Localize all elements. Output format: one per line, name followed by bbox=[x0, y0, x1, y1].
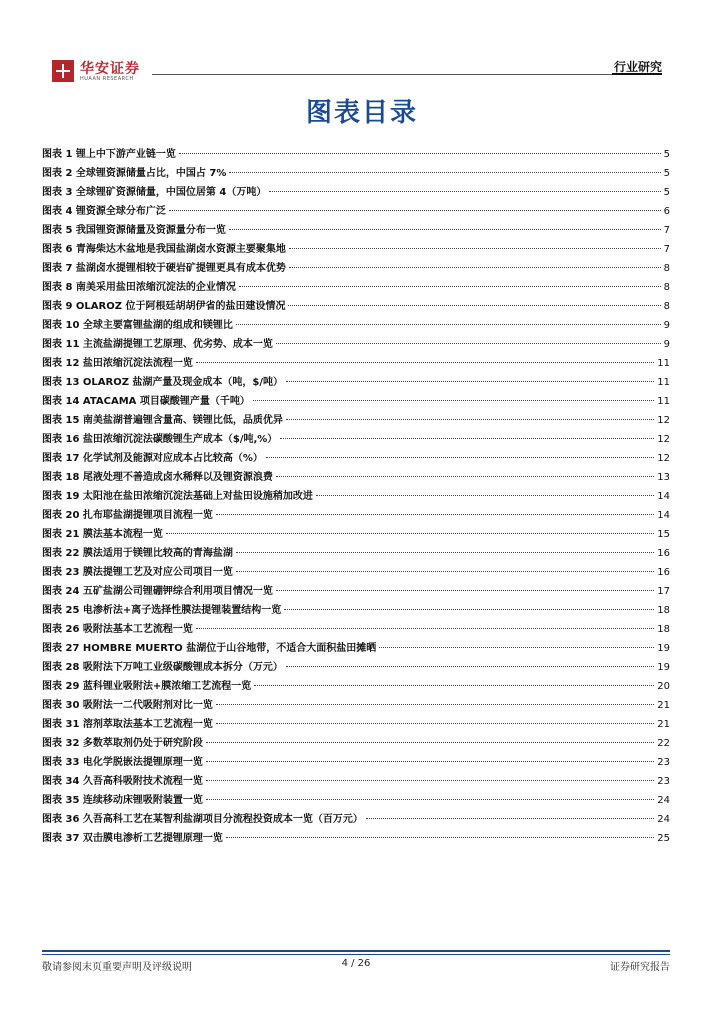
toc-entry-page: 11 bbox=[657, 377, 670, 388]
toc-leader-dots bbox=[236, 324, 661, 325]
toc-entry[interactable] bbox=[42, 449, 670, 468]
toc-entry-page: 8 bbox=[663, 282, 670, 293]
toc-entry[interactable] bbox=[42, 487, 670, 506]
toc-entry-page: 24 bbox=[657, 814, 670, 825]
toc-entry[interactable] bbox=[42, 696, 670, 715]
toc-leader-dots bbox=[166, 533, 654, 534]
toc-leader-dots bbox=[253, 400, 654, 401]
toc-entry-page: 5 bbox=[663, 168, 670, 179]
toc-entry-label: 图表 26 吸附法基本工艺流程一览 bbox=[42, 624, 193, 635]
toc-entry-label: 图表 13 OLAROZ 盐湖产量及现金成本（吨，$/吨） bbox=[42, 377, 284, 388]
toc-entry[interactable] bbox=[42, 715, 670, 734]
toc-entry-page: 13 bbox=[657, 472, 670, 483]
toc-entry-label: 图表 6 青海柴达木盆地是我国盐湖卤水资源主要聚集地 bbox=[42, 244, 286, 255]
table-of-figures bbox=[42, 145, 670, 848]
footer-disclaimer: 敬请参阅末页重要声明及评级说明 bbox=[42, 962, 192, 973]
toc-leader-dots bbox=[216, 704, 654, 705]
toc-entry-label: 图表 22 膜法适用于镁锂比较高的青海盐湖 bbox=[42, 548, 233, 559]
toc-entry[interactable] bbox=[42, 202, 670, 221]
toc-entry[interactable] bbox=[42, 525, 670, 544]
toc-entry-page: 14 bbox=[657, 510, 670, 521]
toc-leader-dots bbox=[196, 362, 654, 363]
toc-leader-dots bbox=[289, 248, 661, 249]
footer-divider bbox=[42, 950, 670, 952]
toc-entry-page: 11 bbox=[657, 396, 670, 407]
toc-entry-page: 16 bbox=[657, 548, 670, 559]
report-section-label: 行业研究 bbox=[613, 60, 662, 74]
toc-entry-page: 23 bbox=[657, 776, 670, 787]
logo-text: 华安证券 bbox=[80, 61, 140, 77]
toc-leader-dots bbox=[286, 666, 654, 667]
toc-entry-label: 图表 5 我国锂资源储量及资源量分布一览 bbox=[42, 225, 226, 236]
toc-entry-page: 11 bbox=[657, 358, 670, 369]
toc-entry-label: 图表 30 吸附法一二代吸附剂对比一览 bbox=[42, 700, 213, 711]
toc-entry[interactable] bbox=[42, 734, 670, 753]
toc-entry[interactable] bbox=[42, 354, 670, 373]
toc-entry-label: 图表 16 盐田浓缩沉淀法碳酸锂生产成本（$/吨,%） bbox=[42, 434, 278, 445]
toc-entry[interactable] bbox=[42, 183, 670, 202]
toc-entry-label: 图表 18 尾液处理不善造成卤水稀释以及锂资源浪费 bbox=[42, 472, 273, 483]
toc-leader-dots bbox=[169, 210, 661, 211]
toc-leader-dots bbox=[226, 837, 654, 838]
toc-entry-label: 图表 11 主流盐湖提锂工艺原理、优劣势、成本一览 bbox=[42, 339, 273, 350]
toc-entry[interactable] bbox=[42, 620, 670, 639]
footer-divider-thin bbox=[42, 954, 670, 955]
toc-entry-page: 17 bbox=[657, 586, 670, 597]
toc-entry[interactable] bbox=[42, 601, 670, 620]
toc-entry-label: 图表 20 扎布耶盐湖提锂项目流程一览 bbox=[42, 510, 213, 521]
toc-entry[interactable] bbox=[42, 145, 670, 164]
toc-entry-page: 24 bbox=[657, 795, 670, 806]
page-title: 图表目录 bbox=[305, 98, 418, 128]
toc-entry-label: 图表 35 连续移动床锂吸附装置一览 bbox=[42, 795, 203, 806]
toc-entry-page: 18 bbox=[657, 605, 670, 616]
toc-leader-dots bbox=[276, 590, 654, 591]
toc-entry-label: 图表 17 化学试剂及能源对应成本占比较高（%） bbox=[42, 453, 263, 464]
toc-entry-page: 12 bbox=[657, 453, 670, 464]
toc-entry-label: 图表 14 ATACAMA 项目碳酸锂产量（千吨） bbox=[42, 396, 250, 407]
toc-entry[interactable] bbox=[42, 392, 670, 411]
toc-entry-page: 23 bbox=[657, 757, 670, 768]
toc-leader-dots bbox=[216, 514, 654, 515]
toc-leader-dots bbox=[276, 343, 661, 344]
toc-entry-page: 7 bbox=[663, 244, 670, 255]
toc-entry[interactable] bbox=[42, 829, 670, 848]
toc-entry[interactable] bbox=[42, 791, 670, 810]
toc-leader-dots bbox=[254, 685, 654, 686]
toc-entry-label: 图表 8 南美采用盐田浓缩沉淀法的企业情况 bbox=[42, 282, 236, 293]
toc-entry-page: 8 bbox=[663, 301, 670, 312]
toc-entry-label: 图表 24 五矿盐湖公司锂硼钾综合利用项目情况一览 bbox=[42, 586, 273, 597]
toc-entry-page: 5 bbox=[663, 187, 670, 198]
toc-entry[interactable] bbox=[42, 221, 670, 240]
toc-entry[interactable] bbox=[42, 506, 670, 525]
toc-entry[interactable] bbox=[42, 753, 670, 772]
toc-entry-label: 图表 3 全球锂矿资源储量，中国位居第 4（万吨） bbox=[42, 187, 267, 198]
toc-entry[interactable] bbox=[42, 582, 670, 601]
toc-entry[interactable] bbox=[42, 278, 670, 297]
toc-entry-label: 图表 15 南美盐湖普遍锂含量高、镁锂比低，品质优异 bbox=[42, 415, 283, 426]
toc-leader-dots bbox=[276, 476, 654, 477]
toc-entry-page: 19 bbox=[657, 643, 670, 654]
toc-entry-page: 5 bbox=[663, 149, 670, 160]
toc-leader-dots bbox=[288, 305, 660, 306]
toc-entry[interactable] bbox=[42, 544, 670, 563]
toc-entry[interactable] bbox=[42, 677, 670, 696]
toc-entry-label: 图表 29 蓝科锂业吸附法+膜浓缩工艺流程一览 bbox=[42, 681, 252, 692]
toc-entry-label: 图表 36 久吾高科工艺在某智利盐湖项目分流程投资成本一览（百万元） bbox=[42, 814, 363, 825]
logo-subtext: HUAAN RESEARCH bbox=[80, 76, 134, 82]
toc-entry[interactable] bbox=[42, 430, 670, 449]
toc-entry-label: 图表 34 久吾高科吸附技术流程一览 bbox=[42, 776, 203, 787]
toc-leader-dots bbox=[286, 419, 654, 420]
toc-entry-label: 图表 19 太阳池在盐田浓缩沉淀法基础上对盐田设施稍加改进 bbox=[42, 491, 313, 502]
toc-leader-dots bbox=[206, 761, 654, 762]
toc-entry-label: 图表 23 膜法提锂工艺及对应公司项目一览 bbox=[42, 567, 233, 578]
toc-entry-label: 图表 25 电渗析法+离子选择性膜法提锂装置结构一览 bbox=[42, 605, 282, 616]
toc-leader-dots bbox=[229, 229, 661, 230]
toc-entry[interactable] bbox=[42, 297, 670, 316]
toc-entry[interactable] bbox=[42, 164, 670, 183]
toc-entry-label: 图表 9 OLAROZ 位于阿根廷胡胡伊省的盐田建设情况 bbox=[42, 301, 286, 312]
toc-entry-label: 图表 32 多数萃取剂仍处于研究阶段 bbox=[42, 738, 203, 749]
toc-entry-label: 图表 37 双击膜电渗析工艺提锂原理一览 bbox=[42, 833, 223, 844]
toc-entry-page: 16 bbox=[657, 567, 670, 578]
toc-entry[interactable] bbox=[42, 772, 670, 791]
toc-leader-dots bbox=[216, 723, 654, 724]
footer-report-type: 证券研究报告 bbox=[610, 962, 670, 973]
toc-leader-dots bbox=[280, 438, 654, 439]
company-logo-icon bbox=[52, 60, 74, 82]
toc-entry[interactable] bbox=[42, 411, 670, 430]
toc-entry-label: 图表 7 盐湖卤水提锂相较于硬岩矿提锂更具有成本优势 bbox=[42, 263, 286, 274]
toc-entry-page: 19 bbox=[657, 662, 670, 673]
toc-entry-page: 15 bbox=[657, 529, 670, 540]
header-divider bbox=[152, 74, 662, 75]
toc-entry-page: 12 bbox=[657, 415, 670, 426]
toc-leader-dots bbox=[286, 381, 654, 382]
toc-entry-page: 8 bbox=[663, 263, 670, 274]
toc-entry-page: 9 bbox=[663, 339, 670, 350]
toc-leader-dots bbox=[289, 267, 661, 268]
toc-leader-dots bbox=[196, 628, 654, 629]
toc-leader-dots bbox=[266, 457, 654, 458]
toc-entry-label: 图表 1 锂上中下游产业链一览 bbox=[42, 149, 176, 160]
toc-entry-page: 7 bbox=[663, 225, 670, 236]
toc-leader-dots bbox=[206, 799, 654, 800]
toc-entry-page: 21 bbox=[657, 700, 670, 711]
toc-entry-page: 25 bbox=[657, 833, 670, 844]
toc-entry[interactable] bbox=[42, 658, 670, 677]
toc-entry-label: 图表 28 吸附法下万吨工业级碳酸锂成本拆分（万元） bbox=[42, 662, 283, 673]
toc-entry[interactable] bbox=[42, 240, 670, 259]
toc-entry[interactable] bbox=[42, 316, 670, 335]
toc-leader-dots bbox=[236, 552, 654, 553]
toc-leader-dots bbox=[206, 780, 654, 781]
toc-entry-page: 6 bbox=[663, 206, 670, 217]
toc-entry-label: 图表 4 锂资源全球分布广泛 bbox=[42, 206, 166, 217]
toc-entry[interactable] bbox=[42, 563, 670, 582]
toc-entry-label: 图表 2 全球锂资源储量占比，中国占 7% bbox=[42, 168, 227, 179]
toc-entry[interactable] bbox=[42, 810, 670, 829]
toc-leader-dots bbox=[284, 609, 654, 610]
toc-entry-page: 14 bbox=[657, 491, 670, 502]
toc-entry-page: 12 bbox=[657, 434, 670, 445]
toc-entry-page: 18 bbox=[657, 624, 670, 635]
toc-entry-label: 图表 12 盐田浓缩沉淀法流程一览 bbox=[42, 358, 193, 369]
page-header bbox=[52, 58, 662, 88]
toc-entry-page: 9 bbox=[663, 320, 670, 331]
toc-leader-dots bbox=[236, 571, 654, 572]
toc-entry[interactable] bbox=[42, 335, 670, 354]
toc-leader-dots bbox=[179, 153, 661, 154]
toc-leader-dots bbox=[206, 742, 654, 743]
toc-leader-dots bbox=[366, 818, 654, 819]
page-number: 4 / 26 bbox=[341, 958, 371, 969]
toc-entry-page: 21 bbox=[657, 719, 670, 730]
toc-entry-label: 图表 33 电化学脱嵌法提锂原理一览 bbox=[42, 757, 203, 768]
toc-entry[interactable] bbox=[42, 259, 670, 278]
toc-entry-label: 图表 10 全球主要富锂盐湖的组成和镁锂比 bbox=[42, 320, 233, 331]
toc-leader-dots bbox=[239, 286, 661, 287]
toc-entry-page: 22 bbox=[657, 738, 670, 749]
toc-leader-dots bbox=[269, 191, 660, 192]
toc-leader-dots bbox=[229, 172, 660, 173]
toc-entry-page: 20 bbox=[657, 681, 670, 692]
toc-entry-label: 图表 27 HOMBRE MUERTO 盐湖位于山谷地带，不适合大面积盐田摊晒 bbox=[42, 643, 377, 654]
toc-entry[interactable] bbox=[42, 468, 670, 487]
toc-entry-label: 图表 31 溶剂萃取法基本工艺流程一览 bbox=[42, 719, 213, 730]
toc-leader-dots bbox=[379, 647, 654, 648]
toc-entry[interactable] bbox=[42, 373, 670, 392]
toc-entry[interactable] bbox=[42, 639, 670, 658]
toc-leader-dots bbox=[316, 495, 654, 496]
toc-entry-label: 图表 21 膜法基本流程一览 bbox=[42, 529, 163, 540]
